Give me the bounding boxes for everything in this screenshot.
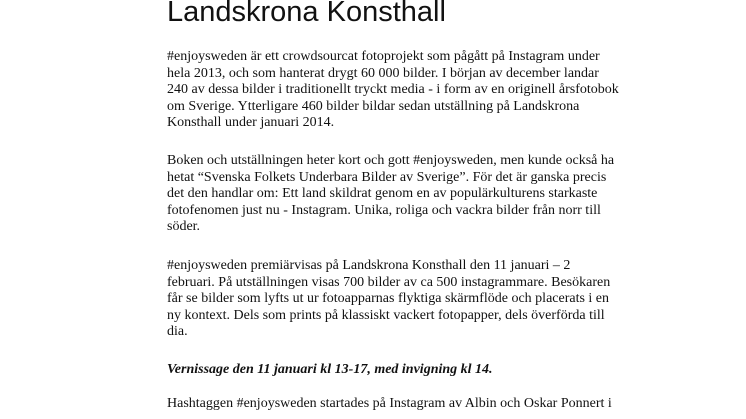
paragraph-line: Boken och utställningen heter kort och gott #enjoysweden, men kunde också ha bbox=[167, 153, 615, 168]
document-page bbox=[167, 0, 667, 411]
paragraph-line: Konsthall under januari 2014. bbox=[167, 115, 335, 131]
paragraph-exhibition bbox=[167, 258, 667, 341]
paragraph-line: hetat “Svenska Folkets Underbara Bilder av Sverige”. För det är ganska precis bbox=[167, 169, 607, 185]
paragraph-line: det den handlar om: Ett land skildrat genom en av populärkulturens starkaste bbox=[167, 186, 598, 202]
paragraph-line: dia. bbox=[167, 324, 188, 340]
paragraph-line: februari. På utställningen visas 700 bilder av ca 500 instagrammare. Besökaren bbox=[167, 274, 611, 290]
paragraph-line: ny kontext. Dels som prints på klassiskt vackert fotopapper, dels överförda till bbox=[167, 307, 605, 323]
paragraph-line: 240 av dessa bilder i traditionellt tryckt media - i form av en originell årsfotobok bbox=[167, 82, 619, 98]
paragraph-line: hela 2013, och som hanterat drygt 60 000 bilder. I början av december landar bbox=[167, 65, 599, 81]
paragraph-book bbox=[167, 153, 667, 236]
paragraph-line: #enjoysweden premiärvisas på Landskrona Konsthall den 11 januari – 2 bbox=[167, 258, 571, 273]
paragraph-line: Hashtaggen #enjoysweden startades på Instagram av Albin och Oskar Ponnert i bbox=[167, 396, 612, 411]
vernissage-notice: Vernissage den 11 januari kl 13-17, med invigning kl 14. bbox=[167, 362, 493, 377]
paragraph-line: #enjoysweden är ett crowdsourcat fotoprojekt som pågått på Instagram under bbox=[167, 49, 600, 64]
paragraph-intro bbox=[167, 49, 667, 132]
paragraph-line: får se bilder som lyfts ut ur fotoapparnas flyktiga skärmflöde och placerats i en bbox=[167, 291, 610, 307]
paragraph-hashtag bbox=[167, 396, 667, 413]
document-title: Landskrona Konsthall bbox=[167, 0, 446, 28]
paragraph-line: om Sverige. Ytterligare 460 bilder bildar sedan utställning på Landskrona bbox=[167, 98, 580, 114]
paragraph-line: söder. bbox=[167, 219, 201, 235]
paragraph-line: fotofenomen just nu - Instagram. Unika, roliga och vackra bilder från norr till bbox=[167, 202, 601, 218]
